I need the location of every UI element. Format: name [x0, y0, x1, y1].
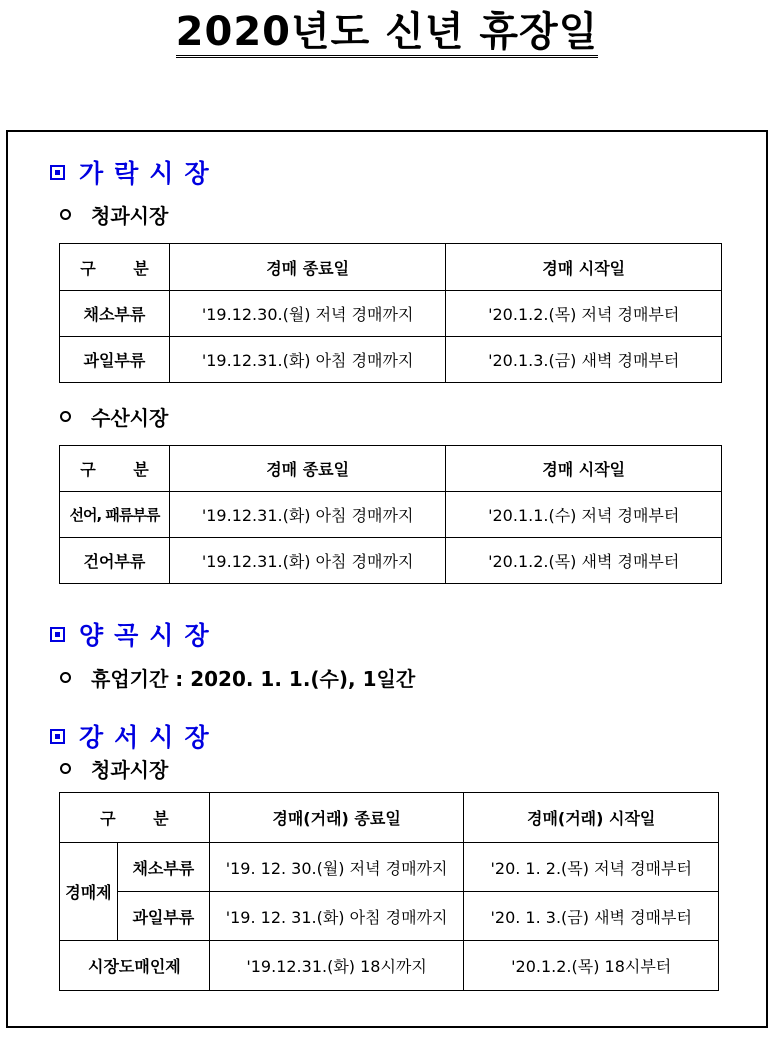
- row-category: 채소부류: [117, 843, 209, 892]
- header-start: 경매 시작일: [446, 446, 722, 492]
- table-row: [60, 941, 719, 991]
- row-category: 채소부류: [60, 291, 170, 337]
- garak-fish-label: 수산시장: [60, 402, 168, 431]
- table-row: [60, 843, 719, 892]
- group-label: 경매제: [60, 843, 118, 941]
- row-end: '19.12.31.(화) 아침 경매까지: [169, 337, 446, 383]
- table-row: [60, 337, 722, 383]
- square-bullet-icon: [50, 627, 65, 642]
- table-header-row: [60, 793, 719, 843]
- row-end: '19.12.31.(화) 18시까지: [209, 941, 464, 991]
- row-start: '20.1.2.(목) 18시부터: [464, 941, 719, 991]
- table-header-row: [60, 244, 722, 291]
- header-category: 구 분: [60, 446, 170, 492]
- section-yanggok-heading: 양곡시장: [50, 616, 220, 652]
- row-category: 과일부류: [60, 337, 170, 383]
- row-category: 과일부류: [117, 892, 209, 941]
- header-end: 경매(거래) 종료일: [209, 793, 464, 843]
- row-end: '19.12.31.(화) 아침 경매까지: [169, 538, 446, 584]
- row-start: '20.1.2.(목) 저녁 경매부터: [446, 291, 722, 337]
- circle-bullet-icon: [60, 411, 71, 422]
- gangseo-veg-label: 청과시장: [60, 754, 168, 783]
- row-start: '20.1.1.(수) 저녁 경매부터: [446, 492, 722, 538]
- header-category: 구 분: [60, 793, 210, 843]
- table-row: [60, 291, 722, 337]
- circle-bullet-icon: [60, 763, 71, 774]
- circle-bullet-icon: [60, 209, 71, 220]
- row-category: 선어, 패류부류: [60, 492, 170, 538]
- header-end: 경매 종료일: [169, 244, 446, 291]
- square-bullet-icon: [50, 165, 65, 180]
- row-start: '20.1.3.(금) 새벽 경매부터: [446, 337, 722, 383]
- row-start: '20. 1. 2.(목) 저녁 경매부터: [464, 843, 719, 892]
- row-category: 시장도매인제: [60, 941, 210, 991]
- header-end: 경매 종료일: [169, 446, 446, 492]
- garak-veg-label: 청과시장: [60, 200, 168, 229]
- square-bullet-icon: [50, 729, 65, 744]
- table-row: [60, 492, 722, 538]
- table-row: [60, 892, 719, 941]
- header-category: 구 분: [60, 244, 170, 291]
- section-gangseo-heading: 강서시장: [50, 718, 220, 754]
- row-end: '19.12.30.(월) 저녁 경매까지: [169, 291, 446, 337]
- row-end: '19.12.31.(화) 아침 경매까지: [169, 492, 446, 538]
- garak-fish-table: [59, 445, 722, 584]
- yanggok-closure: 휴업기간 : 2020. 1. 1.(수), 1일간: [60, 663, 415, 692]
- row-category: 건어부류: [60, 538, 170, 584]
- circle-bullet-icon: [60, 672, 71, 683]
- row-end: '19. 12. 31.(화) 아침 경매까지: [209, 892, 464, 941]
- row-end: '19. 12. 30.(월) 저녁 경매까지: [209, 843, 464, 892]
- header-start: 경매(거래) 시작일: [464, 793, 719, 843]
- page-title: 2020년도 신년 휴장일: [0, 6, 774, 58]
- table-header-row: [60, 446, 722, 492]
- row-start: '20. 1. 3.(금) 새벽 경매부터: [464, 892, 719, 941]
- table-row: [60, 538, 722, 584]
- header-start: 경매 시작일: [446, 244, 722, 291]
- section-garak-heading: 가락시장: [50, 154, 220, 190]
- row-start: '20.1.2.(목) 새벽 경매부터: [446, 538, 722, 584]
- garak-veg-table: [59, 243, 722, 383]
- gangseo-veg-table: [59, 792, 719, 991]
